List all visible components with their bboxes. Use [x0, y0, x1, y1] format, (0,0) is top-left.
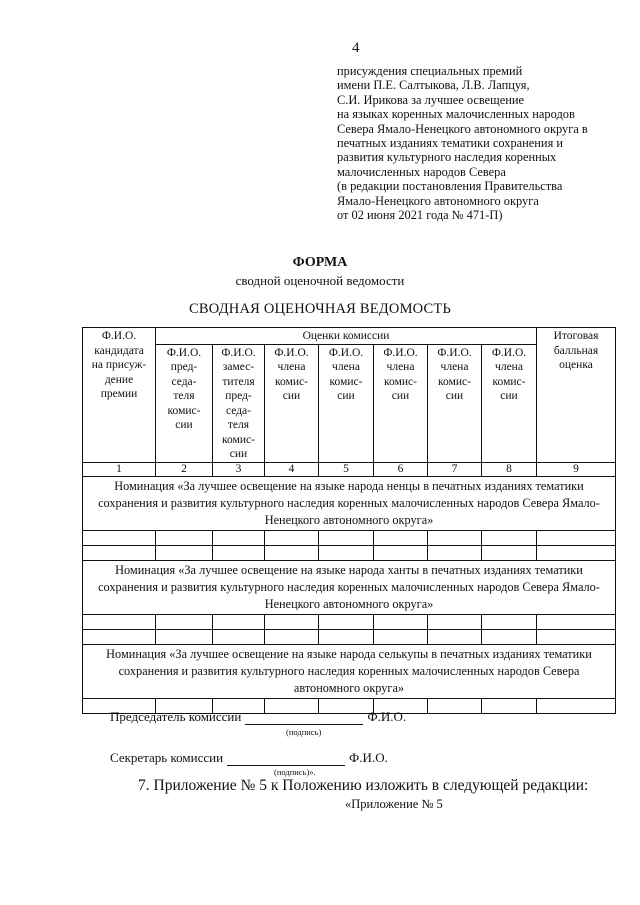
header-line: на языках коренных малочисленных народов: [337, 107, 575, 122]
header-line: от 02 июня 2021 года № 471-П): [337, 208, 503, 223]
sheet-title: СВОДНАЯ ОЦЕНОЧНАЯ ВЕДОМОСТЬ: [189, 301, 451, 317]
table-row: [83, 530, 616, 545]
secretary-label: Секретарь комиссии: [110, 750, 224, 765]
col-header-member: Ф.И.О. члена комис- сии: [319, 344, 374, 462]
column-number: 8: [482, 462, 537, 476]
col-header-chair: Ф.И.О. пред- седа- теля комис- сии: [156, 344, 213, 462]
nomination-selkupy: Номинация «За лучшее освещение на языке народа селькупы в печатных изданиях тематики сохранения и развития культурного наследия коренных малочисленных народов Севера автономного округа»: [83, 644, 616, 698]
nomination-khanty: Номинация «За лучшее освещение на языке народа ханты в печатных изданиях тематики сохранения и развития культурного наследия коренных малочисленных народов Севера Ямало-Ненецкого автономного округа»: [83, 560, 616, 614]
col-header-commission-scores: Оценки комиссии: [156, 328, 537, 345]
column-number: 3: [213, 462, 265, 476]
col-header-candidate: Ф.И.О. кандидата на присуж- дение премии: [83, 328, 156, 463]
column-number: 5: [319, 462, 374, 476]
header-line: С.И. Ирикова за лучшее освещение: [337, 92, 524, 107]
column-number: 9: [537, 462, 616, 476]
column-number: 1: [83, 462, 156, 476]
chair-signature-line: [110, 709, 406, 725]
col-header-deputy-chair: Ф.И.О. замес- тителя пред- седа- теля комис- сии: [213, 344, 265, 462]
form-title: ФОРМА: [292, 255, 348, 270]
table-row: [83, 545, 616, 560]
header-line: имени П.Е. Салтыкова, Л.В. Лапцуя,: [337, 78, 530, 93]
table-row: [83, 614, 616, 629]
col-header-member: Ф.И.О. члена комис- сии: [482, 344, 537, 462]
header-line: печатных изданиях тематики сохранения и: [337, 136, 563, 151]
col-header-total: Итоговая балльная оценка: [537, 328, 616, 463]
table-row: [83, 629, 616, 644]
chair-label: Председатель комиссии: [110, 709, 242, 724]
nomination-nentsy: Номинация «За лучшее освещение на языке народа ненцы в печатных изданиях тематики сохранения и развития культурного наследия коренных малочисленных народов Севера Ямало-Ненецкого автономного округа»: [83, 476, 616, 530]
page-number: 4: [352, 40, 360, 56]
column-number: 7: [428, 462, 482, 476]
secretary-signature-caption: (подпись)».: [274, 767, 316, 777]
item-7-text: 7. Приложение № 5 к Положению изложить в следующей редакции:: [138, 777, 589, 794]
column-number: 6: [374, 462, 428, 476]
col-header-member: Ф.И.О. члена комис- сии: [374, 344, 428, 462]
col-header-member: Ф.И.О. члена комис- сии: [265, 344, 319, 462]
form-subtitle: сводной оценочной ведомости: [235, 273, 405, 288]
column-number: 2: [156, 462, 213, 476]
column-number: 4: [265, 462, 319, 476]
appendix-label: «Приложение № 5: [345, 797, 443, 811]
header-line: (в редакции постановления Правительства: [337, 179, 563, 194]
col-header-member: Ф.И.О. члена комис- сии: [428, 344, 482, 462]
summary-table: [82, 327, 616, 714]
header-line: развития культурного наследия коренных: [337, 150, 557, 165]
secretary-signature-line: [110, 750, 388, 766]
header-line: Севера Ямало-Ненецкого автономного округа в: [337, 121, 588, 136]
secretary-fio: Ф.И.О.: [349, 750, 388, 765]
header-line: малочисленных народов Севера: [337, 164, 506, 179]
column-numbers-row: [83, 462, 616, 476]
header-block: [337, 64, 637, 222]
chair-fio: Ф.И.О.: [367, 709, 407, 724]
header-line: Ямало-Ненецкого автономного округа: [337, 193, 539, 208]
chair-signature-caption: (подпись): [286, 727, 322, 737]
header-line: присуждения специальных премий: [337, 64, 523, 78]
